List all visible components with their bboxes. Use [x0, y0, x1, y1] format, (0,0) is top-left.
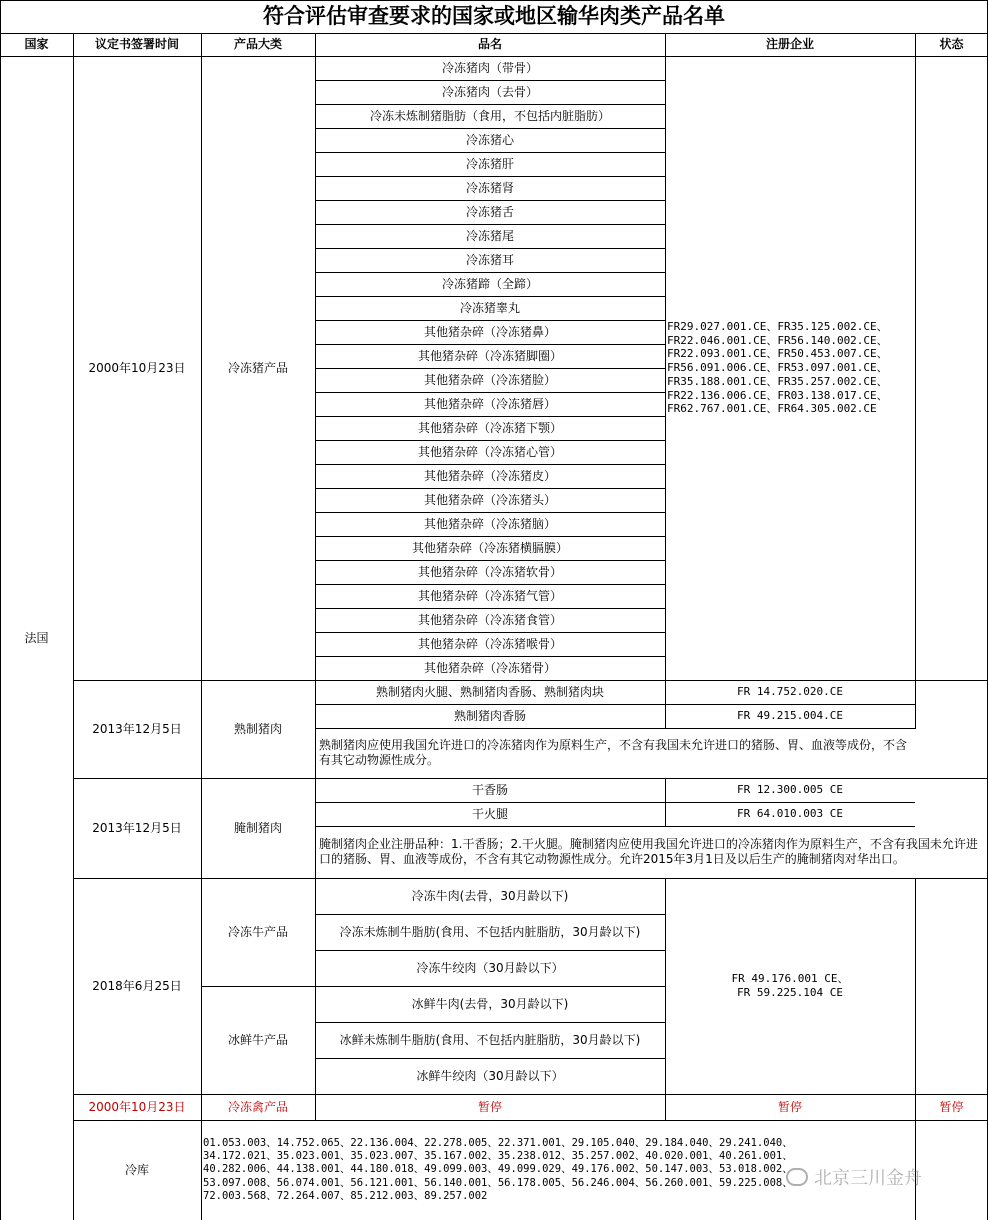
- poultry-enterprise-status: 暂停: [777, 1099, 802, 1114]
- grid-line-h: [201, 986, 665, 987]
- grid-line-h: [315, 704, 915, 705]
- grid-line-v: [315, 56, 316, 1120]
- pork-item-row: 其他猪杂碎（冷冻猪软骨）: [417, 564, 562, 579]
- pork-item-row: 冷冻猪蹄（全蹄）: [441, 276, 538, 291]
- grid-line-h: [0, 56, 988, 57]
- pork-item-row: 其他猪杂碎（冷冻猪唇）: [423, 396, 556, 411]
- pork-item-row: 其他猪杂碎（冷冻猪下颚）: [417, 420, 562, 435]
- pork-item-row: 冷冻未炼制猪脂肪（食用，不包括内脏脂肪）: [369, 108, 610, 123]
- poultry-category: 冷冻禽产品: [227, 1099, 288, 1114]
- grid-line-h: [73, 778, 988, 779]
- grid-line-v: [665, 33, 666, 56]
- pork-item-row: 冷冻猪肉（去骨）: [441, 84, 538, 99]
- cooked-enterprise-1: FR 14.752.020.CE: [737, 685, 843, 699]
- grid-line-h: [73, 680, 988, 681]
- grid-line-h: [315, 464, 665, 465]
- grid-line-h: [73, 1094, 988, 1095]
- grid-line-v: [0, 0, 1, 1220]
- beef-frozen-item-row: 冷冻未炼制牛脂肪(食用、不包括内脏脂肪，30月龄以下): [339, 924, 641, 939]
- wechat-icon: [786, 1168, 808, 1186]
- grid-line-h: [0, 0, 988, 1]
- pork-item-row: 其他猪杂碎（冷冻猪气管）: [417, 588, 562, 603]
- grid-line-h: [315, 512, 665, 513]
- grid-line-h: [315, 536, 665, 537]
- header-status: 状态: [939, 37, 964, 51]
- grid-line-h: [315, 320, 665, 321]
- pork-item-row: 其他猪杂碎（冷冻猪脑）: [423, 516, 556, 531]
- grid-line-h: [315, 224, 665, 225]
- grid-line-v: [665, 56, 666, 729]
- cooked-category: 熟制猪肉: [233, 721, 282, 736]
- pork-item-row: 其他猪杂碎（冷冻猪脸）: [423, 372, 556, 387]
- grid-line-h: [315, 368, 665, 369]
- header-category: 产品大类: [233, 37, 282, 51]
- grid-line-v: [315, 33, 316, 56]
- header-product: 品名: [477, 37, 502, 51]
- pork-item-row: 其他猪杂碎（冷冻猪皮）: [423, 468, 556, 483]
- pork-item-row: 其他猪杂碎（冷冻猪脚圈）: [417, 348, 562, 363]
- grid-line-v: [201, 33, 202, 56]
- grid-line-h: [315, 914, 665, 915]
- cold-storage-label: 冷库: [124, 1162, 149, 1177]
- grid-line-h: [315, 826, 915, 827]
- beef-enterprises: FR 49.176.001 CE、 FR 59.225.104 CE: [731, 972, 849, 999]
- grid-line-h: [315, 728, 915, 729]
- cured-item-2: 干火腿: [471, 806, 508, 821]
- grid-line-h: [315, 80, 665, 81]
- pork-item-row: 冷冻猪睾丸: [459, 300, 520, 315]
- grid-line-h: [315, 104, 665, 105]
- beef-chilled-category: 冰鲜牛产品: [227, 1032, 288, 1047]
- pork-item-row: 冷冻猪肝: [465, 156, 514, 171]
- grid-line-v: [665, 878, 666, 1120]
- pork-item-row: 其他猪杂碎（冷冻猪头）: [423, 492, 556, 507]
- grid-line-h: [315, 344, 665, 345]
- pork-item-row: 其他猪杂碎（冷冻猪横膈膜）: [411, 540, 568, 555]
- beef-chilled-item-row: 冰鲜未炼制牛脂肪(食用、不包括内脏脂肪，30月龄以下): [339, 1032, 641, 1047]
- beef-frozen-item-row: 冷冻牛肉(去骨，30月龄以下): [411, 888, 569, 903]
- grid-line-h: [315, 440, 665, 441]
- poultry-product-status: 暂停: [477, 1099, 502, 1114]
- grid-line-h: [315, 128, 665, 129]
- grid-line-h: [0, 33, 988, 34]
- cured-enterprise-2: FR 64.010.003 CE: [737, 807, 843, 821]
- grid-line-h: [315, 152, 665, 153]
- cured-item-1: 干香肠: [471, 782, 508, 797]
- header-sign-date: 议定书签署时间: [94, 37, 179, 51]
- pork-item-row: 冷冻猪尾: [465, 228, 514, 243]
- grid-line-h: [315, 176, 665, 177]
- grid-line-v: [201, 56, 202, 1220]
- pork-item-row: 其他猪杂碎（冷冻猪鼻）: [423, 324, 556, 339]
- cooked-enterprise-2: FR 49.215.004.CE: [737, 709, 843, 723]
- watermark-text: 北京三川金舟: [814, 1168, 922, 1189]
- grid-line-h: [315, 950, 665, 951]
- grid-line-h: [73, 1120, 988, 1121]
- grid-line-v: [73, 33, 74, 56]
- beef-chilled-item-row: 冰鲜牛肉(去骨，30月龄以下): [411, 996, 569, 1011]
- beef-sign-date: 2018年6月25日: [92, 978, 182, 993]
- grid-line-h: [315, 272, 665, 273]
- pork-item-row: 冷冻猪耳: [465, 252, 514, 267]
- pork-item-row: 其他猪杂碎（冷冻猪心管）: [417, 444, 562, 459]
- pork-item-row: 其他猪杂碎（冷冻猪喉骨）: [417, 636, 562, 651]
- pork-sign-date: 2000年10月23日: [88, 360, 186, 375]
- grid-line-h: [315, 632, 665, 633]
- pork-item-row: 冷冻猪舌: [465, 204, 514, 219]
- grid-line-v: [915, 33, 916, 56]
- pork-item-row: 其他猪杂碎（冷冻猪骨）: [423, 660, 556, 675]
- grid-line-h: [315, 392, 665, 393]
- grid-line-h: [315, 296, 665, 297]
- grid-line-h: [315, 416, 665, 417]
- watermark: [786, 1162, 986, 1192]
- grid-line-h: [315, 1022, 665, 1023]
- pork-item-row: 其他猪杂碎（冷冻猪食管）: [417, 612, 562, 627]
- country-cell: 法国: [24, 630, 49, 645]
- grid-line-h: [315, 560, 665, 561]
- cooked-item-2: 熟制猪肉香肠: [453, 708, 526, 723]
- header-enterprise: 注册企业: [765, 37, 814, 51]
- cured-category: 腌制猪肉: [233, 820, 282, 835]
- cold-storage-codes: 01.053.003、14.752.065、22.136.004、22.278.005、22.371.001、29.105.040、29.184.040、29.241.040、 34.172.021、35.023.001、35.023.007、35.167.002、35.238.012、35.257.002、40.020.001、40.261.001、 40.282.006、44.138.001、44.180.018、49.099.003、49.099.029、49.176.002、50.147.003、53.018.002、 53.097.008、56.074.001、56.121.001、56.140.001、56.178.005、56.246.004、56.260.001、59.225.008、 72.003.568、72.264.007、85.212.003、89.257.002: [203, 1137, 793, 1202]
- poultry-sign-date: 2000年10月23日: [88, 1099, 186, 1114]
- pork-enterprises: FR29.027.001.CE、FR35.125.002.CE、 FR22.046.001.CE、FR56.140.002.CE、 FR22.093.001.CE、FR50.453.007.CE、 FR56.091.006.CE、FR53.097.001.CE、 FR35.188.001.CE、FR35.257.002.CE、 FR22.136.006.CE、FR03.138.017.CE、 FR62.767.001.CE、FR64.305.002.CE: [667, 319, 888, 416]
- grid-line-h: [73, 878, 988, 879]
- beef-frozen-category: 冷冻牛产品: [227, 924, 288, 939]
- cured-sign-date: 2013年12月5日: [92, 820, 182, 835]
- cured-note: 腌制猪肉企业注册品种：1.干香肠；2.干火腿。腌制猪肉应使用我国允许进口的冷冻猪肉作为原料生产，不含有我国未允许进口的猪肠、胃、血液等成份，不含有其它动物源性成分。允许2015年3月1日及以后生产的腌制猪肉对华出口。: [319, 837, 978, 866]
- grid-line-h: [315, 248, 665, 249]
- header-country: 国家: [24, 37, 49, 51]
- pork-item-row: 冷冻猪肉（带骨）: [441, 60, 538, 75]
- page-title: 符合评估审查要求的国家或地区输华肉类产品名单: [263, 3, 725, 29]
- cooked-sign-date: 2013年12月5日: [92, 721, 182, 736]
- cooked-item-1: 熟制猪肉火腿、熟制猪肉香肠、熟制猪肉块: [375, 684, 604, 699]
- grid-line-h: [315, 608, 665, 609]
- grid-line-h: [315, 1058, 665, 1059]
- grid-line-h: [315, 802, 915, 803]
- cooked-note: 熟制猪肉应使用我国允许进口的冷冻猪肉作为原料生产，不含有我国未允许进口的猪肠、胃、血液等成份，不含有其它动物源性成分。: [319, 738, 908, 767]
- grid-line-h: [315, 200, 665, 201]
- grid-line-h: [315, 584, 665, 585]
- pork-item-row: 冷冻猪心: [465, 132, 514, 147]
- grid-line-v: [73, 56, 74, 1220]
- grid-line-v: [915, 56, 916, 729]
- beef-chilled-item-row: 冰鲜牛绞肉（30月龄以下）: [416, 1068, 564, 1083]
- grid-line-h: [315, 488, 665, 489]
- cured-enterprise-1: FR 12.300.005 CE: [737, 783, 843, 797]
- pork-category: 冷冻猪产品: [227, 360, 288, 375]
- grid-line-h: [315, 656, 665, 657]
- beef-frozen-item-row: 冷冻牛绞肉（30月龄以下）: [416, 960, 564, 975]
- pork-item-row: 冷冻猪肾: [465, 180, 514, 195]
- poultry-status: 暂停: [939, 1099, 964, 1114]
